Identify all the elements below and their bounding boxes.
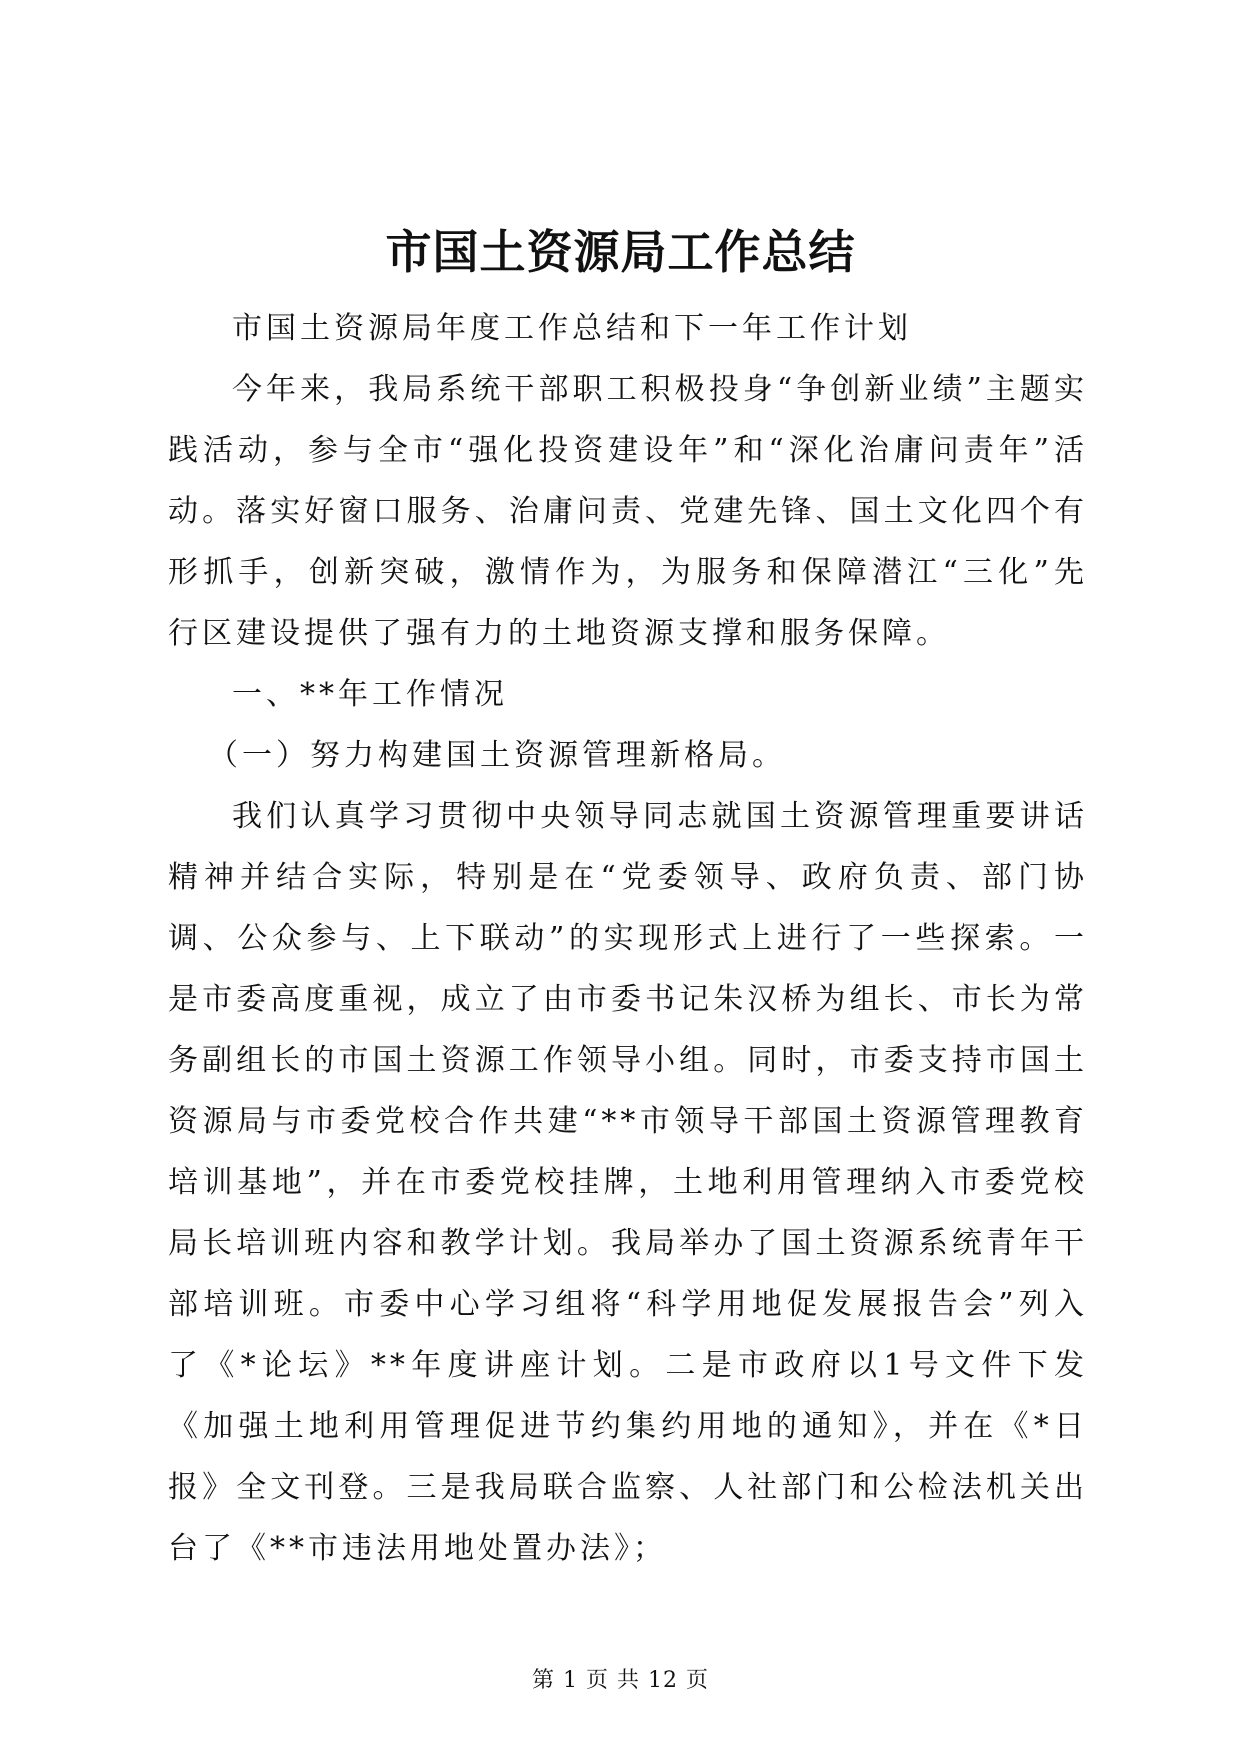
section-heading: 一、**年工作情况: [232, 677, 508, 712]
subsection-heading: （一）努力构建国土资源管理新格局。: [208, 738, 786, 773]
body-paragraph: 我们认真学习贯彻中央领导同志就国土资源管理重要讲话精神并结合实际，特别是在“党委领导、政府负责、部门协调、公众参与、上下联动”的实现形式上进行了一些探索。一是市委高度重视，成立了由市委书记朱汉桥为组长、市长为常务副组长的市国土资源工作领导小组。同时，市委支持市国土资源局与市委党校合作共建“**市领导干部国土资源管理教育培训基地”，并在市委党校挂牌，土地利用管理纳入市委党校局长培训班内容和教学计划。我局举办了国土资源系统青年干部培训班。市委中心学习组将“科学用地促发展报告会”列入了《*论坛》**年度讲座计划。二是市政府以1号文件下发《加强土地利用管理促进节约集约用地的通知》，并在《*日报》全文刊登。三是我局联合监察、人社部门和公检法机关出台了《**市违法用地处置办法》；: [168, 799, 1088, 1566]
page-number-footer: 第 1 页 共 12 页: [532, 1668, 709, 1693]
subtitle-paragraph: 市国土资源局年度工作总结和下一年工作计划: [232, 311, 912, 346]
document-title: 市国土资源局工作总结: [385, 225, 856, 279]
document-body: [168, 298, 1088, 1579]
intro-paragraph: 今年来，我局系统干部职工积极投身“争创新业绩”主题实践活动，参与全市“强化投资建设年”和“深化治庸问责年”活动。落实好窗口服务、治庸问责、党建先锋、国土文化四个有形抓手，创新突破，激情作为，为服务和保障潜江“三化”先行区建设提供了强有力的土地资源支撑和服务保障。: [168, 372, 1088, 651]
